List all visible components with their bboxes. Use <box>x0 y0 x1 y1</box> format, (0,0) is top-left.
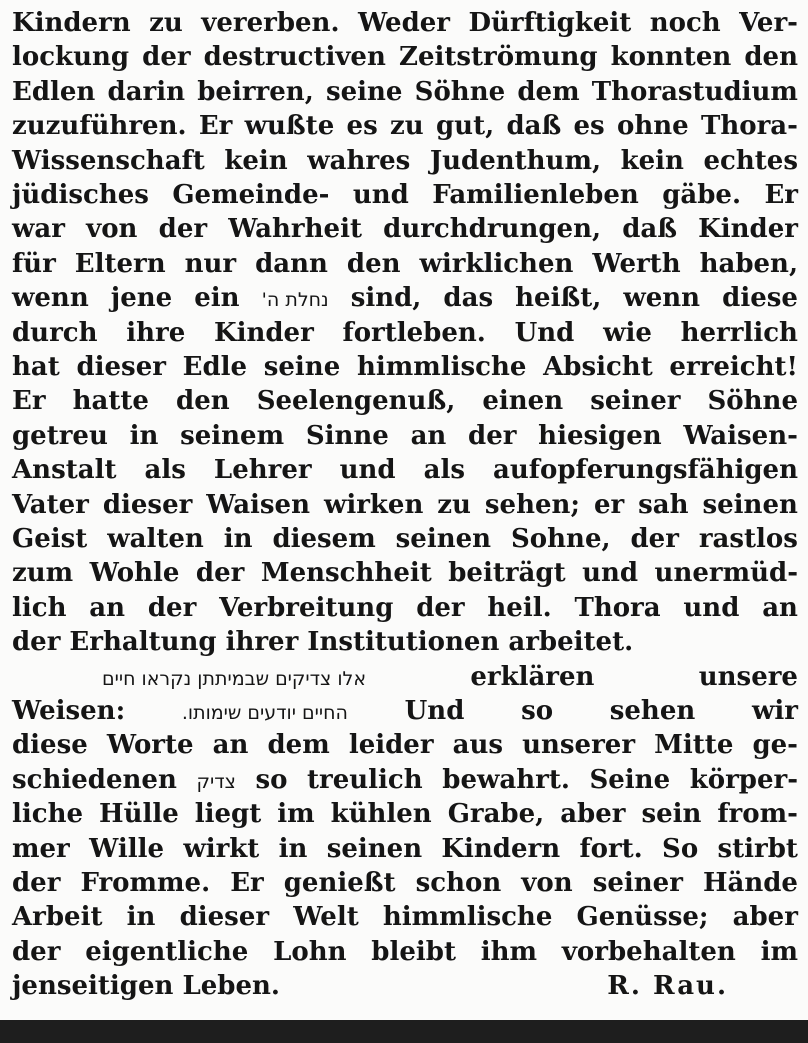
word: seinen <box>395 524 492 554</box>
word: Genüsse; <box>576 902 709 933</box>
word: Gemeinde- <box>172 180 330 210</box>
word: ohne <box>617 111 689 142</box>
word: im <box>277 799 315 830</box>
word: Dürftigkeit <box>468 8 632 38</box>
word: als <box>423 455 466 486</box>
word: hiesigen <box>538 420 662 451</box>
word: dieser <box>76 352 166 382</box>
word: Er <box>12 386 46 417</box>
word: schon <box>415 868 502 898</box>
word: beirren, <box>197 76 314 107</box>
word: dieser <box>179 902 270 933</box>
word: Hände <box>702 868 798 898</box>
word: Eltern <box>74 248 166 279</box>
text-line <box>12 75 798 109</box>
word: eigentliche <box>85 936 249 967</box>
word: Hülle <box>99 799 179 830</box>
word: Wille <box>89 833 164 864</box>
word: Lohn <box>273 936 347 967</box>
text-line <box>12 763 798 797</box>
word: vorbehalten <box>561 936 736 967</box>
word: zum <box>12 558 74 589</box>
bottom-rule <box>0 1020 808 1043</box>
word: Kinder <box>213 317 314 348</box>
word: diese <box>722 283 798 314</box>
word: einen <box>482 386 564 417</box>
word: wirklichen <box>419 248 574 279</box>
word: kein <box>224 145 288 176</box>
word: Weisen: <box>12 696 126 726</box>
text-line <box>12 866 798 900</box>
word: seiner <box>592 868 683 898</box>
word: als <box>144 455 186 486</box>
word: Er <box>230 868 264 898</box>
word: fortleben. <box>342 317 486 348</box>
word: sah <box>638 489 689 520</box>
word: Fromme. <box>80 868 211 898</box>
text-line <box>12 144 798 178</box>
word: wenn <box>623 283 701 314</box>
word: heil. <box>487 592 552 623</box>
word: wirken <box>323 489 424 520</box>
hebrew-phrase: נחלת ה' <box>261 289 329 312</box>
word: in <box>278 833 308 864</box>
word: dieser <box>102 489 193 520</box>
word: und <box>352 180 409 210</box>
word: Worte <box>106 730 194 761</box>
word: wahres <box>307 145 411 176</box>
word: der <box>12 868 61 898</box>
word: wußte <box>244 111 335 142</box>
closing-text: jenseitigen Leben. <box>12 971 280 1002</box>
word: in <box>223 524 253 554</box>
word: diese <box>12 730 88 761</box>
word: Er <box>198 111 233 142</box>
text-line <box>12 384 798 418</box>
word: Wahrheit <box>228 214 362 245</box>
text-line <box>12 694 798 728</box>
word: Kindern <box>12 8 131 38</box>
word: der <box>416 592 465 623</box>
word: ihre <box>126 317 186 348</box>
word: wirkt <box>183 833 260 864</box>
word: seinen <box>326 833 423 864</box>
word: so <box>521 696 554 726</box>
word: aus <box>452 730 504 761</box>
word: Zeitströmung <box>398 42 598 73</box>
word: herrlich <box>680 317 798 348</box>
word: seine <box>263 352 341 382</box>
word: Welt <box>293 902 359 933</box>
word: konnten <box>610 42 732 73</box>
word: wie <box>603 317 652 348</box>
text-line <box>12 453 798 487</box>
word: himmlische <box>356 352 527 382</box>
word: Geist <box>12 524 88 554</box>
word: seine <box>325 76 403 107</box>
text-line <box>12 660 798 694</box>
word: aber <box>560 799 626 830</box>
word: Und <box>514 317 575 348</box>
word: und <box>582 558 639 589</box>
author-signature: R. Rau. <box>607 971 728 1002</box>
word: destructiven <box>203 42 386 73</box>
word: himmlische <box>382 902 553 933</box>
word: Arbeit <box>12 902 103 933</box>
word: seinem <box>180 420 285 451</box>
word: So <box>662 833 699 864</box>
word: daß <box>506 111 562 142</box>
word: kühlen <box>330 799 432 830</box>
word: der <box>630 524 679 554</box>
word: heißt, <box>515 283 602 314</box>
word: nur <box>184 248 237 279</box>
word: genießt <box>283 868 396 898</box>
text-line <box>12 591 798 625</box>
text-line <box>12 316 798 350</box>
word: dem <box>267 730 330 761</box>
article-closing-line <box>12 969 798 1003</box>
text-line <box>12 6 798 40</box>
word: arbeitet. <box>508 627 634 658</box>
word: Thora <box>574 592 661 623</box>
word: Mitte <box>654 730 734 761</box>
word: kein <box>620 145 684 176</box>
word: durchdrungen, <box>383 214 602 245</box>
word: Kinder <box>698 214 798 245</box>
word: Judenthum, <box>429 145 602 176</box>
word: Wohle <box>89 558 180 589</box>
text-line <box>12 419 798 453</box>
word: seiner <box>590 386 681 417</box>
word: aufopferungsfähigen <box>493 455 798 486</box>
word: der <box>147 592 197 623</box>
word: Thorastudium <box>591 76 798 107</box>
word: beiträgt <box>448 558 566 589</box>
word: getreu <box>12 420 108 451</box>
word: lich <box>12 592 67 623</box>
word: das <box>443 283 494 314</box>
word: sind, <box>350 283 422 314</box>
word: erreicht! <box>669 352 798 382</box>
word: treulich <box>307 764 423 795</box>
word: Seelengenuß, <box>256 386 456 417</box>
text-line <box>12 832 798 866</box>
word: der <box>468 420 517 451</box>
word: der <box>195 558 245 589</box>
word: fort. <box>579 833 643 864</box>
word: ein <box>194 283 240 314</box>
text-line <box>12 281 798 315</box>
word: mer <box>12 833 70 864</box>
word: bewahrt. <box>442 764 570 795</box>
word: Und <box>404 696 465 726</box>
word: Edle <box>182 352 248 382</box>
word: lockung <box>12 42 130 73</box>
word: seinen <box>702 489 798 520</box>
word: Edlen <box>12 76 96 107</box>
word: hatte <box>72 386 149 417</box>
word: an <box>762 592 798 623</box>
word: ge- <box>752 730 798 761</box>
word: dem <box>517 76 580 107</box>
text-line <box>12 797 798 831</box>
word: echtes <box>703 145 798 176</box>
word: ihm <box>480 936 538 967</box>
word: jüdisches <box>12 180 149 210</box>
word: Ver- <box>739 8 798 38</box>
word: ihrer <box>225 627 299 658</box>
word: Lehrer <box>213 455 312 486</box>
word: Grabe, <box>447 799 545 830</box>
word: jene <box>110 283 173 314</box>
word: von <box>521 868 573 898</box>
word: bleibt <box>371 936 456 967</box>
word: es <box>573 111 605 142</box>
word: Familienleben <box>432 180 639 210</box>
word: wenn <box>12 283 89 314</box>
word: zu <box>390 111 424 142</box>
word: er <box>593 489 625 520</box>
word: von <box>86 214 138 245</box>
word: Institutionen <box>307 627 500 658</box>
word: Waisen <box>206 489 310 520</box>
word: vererben. <box>201 8 340 38</box>
word: Söhne <box>414 76 506 107</box>
word: erklären <box>470 661 595 692</box>
word: an <box>212 730 249 761</box>
hebrew-phrase: אלו צדיקים שבמיתתן נקראו חיים <box>102 667 367 690</box>
word: Verbreitung <box>219 592 394 623</box>
word: darin <box>107 76 186 107</box>
word: in <box>129 420 159 451</box>
word: unermüd- <box>654 558 798 589</box>
text-line <box>12 40 798 74</box>
word: zuzuführen. <box>12 111 187 142</box>
text-line <box>12 178 798 212</box>
word: zu <box>149 8 183 38</box>
text-line <box>12 935 798 969</box>
word: Vater <box>12 489 89 520</box>
word: Anstalt <box>12 455 117 486</box>
word: Waisen- <box>683 420 798 451</box>
word: stirbt <box>717 833 798 864</box>
word: den <box>744 42 798 73</box>
word: daß <box>622 214 677 245</box>
word: Er <box>764 180 798 210</box>
word: und <box>339 455 396 486</box>
word: Sinne <box>305 420 389 451</box>
word: Söhne <box>707 386 798 417</box>
word: Seine <box>589 764 671 795</box>
word: Thora- <box>701 111 798 142</box>
word: haben, <box>699 248 798 279</box>
word: an <box>410 420 447 451</box>
word: in <box>126 902 156 933</box>
word: sehen <box>609 696 696 726</box>
text-line <box>12 556 798 590</box>
word: liche <box>12 799 84 830</box>
text-line <box>12 728 798 762</box>
word: zu <box>437 489 471 520</box>
word: an <box>89 592 126 623</box>
word: der <box>12 627 61 658</box>
word: so <box>255 764 288 795</box>
word: Erhaltung <box>69 627 217 658</box>
word: sein <box>641 799 702 830</box>
word: und <box>683 592 740 623</box>
word: schiedenen <box>12 764 177 795</box>
word: hat <box>12 352 60 382</box>
text-line <box>12 109 798 143</box>
word: walten <box>107 524 204 554</box>
text-line <box>12 212 798 246</box>
word: Wissenschaft <box>12 145 205 176</box>
text-line <box>12 350 798 384</box>
text-line <box>12 488 798 522</box>
word: Kindern <box>441 833 561 864</box>
word: gut, <box>435 111 495 142</box>
word: unsere <box>698 661 798 692</box>
word: den <box>176 386 230 417</box>
word: der <box>142 42 191 73</box>
text-line <box>12 522 798 556</box>
word: durch <box>12 317 98 348</box>
text-line <box>12 247 798 281</box>
word: sehen; <box>484 489 581 520</box>
word: den <box>346 248 401 279</box>
word: im <box>760 936 798 967</box>
word: aber <box>732 902 798 933</box>
word: gäbe. <box>662 180 742 210</box>
text-line <box>12 900 798 934</box>
word: der <box>158 214 208 245</box>
word: leider <box>348 730 434 761</box>
word: Absicht <box>543 352 653 382</box>
word: für <box>12 248 56 279</box>
hebrew-phrase: צדיק <box>196 770 236 793</box>
word: from- <box>717 799 798 830</box>
word: rastlos <box>698 524 798 554</box>
word: diesem <box>272 524 376 554</box>
word: noch <box>649 8 721 38</box>
word: liegt <box>194 799 262 830</box>
word: unserer <box>522 730 636 761</box>
word: der <box>12 936 61 967</box>
word: es <box>346 111 378 142</box>
word: dann <box>255 248 328 279</box>
hebrew-phrase: החיים יודעים שימותו. <box>181 702 348 724</box>
word: Werth <box>592 248 681 279</box>
word: Sohne, <box>511 524 611 554</box>
text-line <box>12 625 798 659</box>
word: war <box>12 214 65 245</box>
word: körper- <box>689 764 798 795</box>
word: Menschheit <box>260 558 432 589</box>
word: wir <box>751 696 798 726</box>
word: Weder <box>357 8 450 38</box>
